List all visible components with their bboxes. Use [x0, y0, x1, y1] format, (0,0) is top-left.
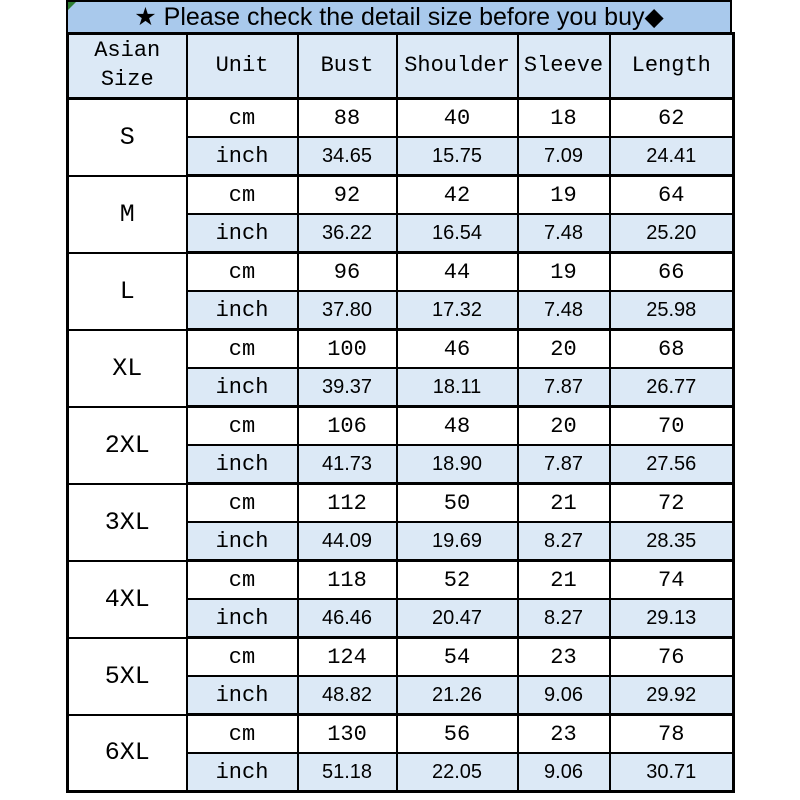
- cm-value-shoulder: 40: [397, 99, 518, 138]
- cm-value-sleeve: 23: [518, 638, 610, 677]
- inch-value-shoulder: 17.32: [397, 291, 518, 330]
- unit-label-inch: inch: [187, 368, 298, 407]
- cm-value-bust: 112: [298, 484, 397, 523]
- inch-value-bust: 44.09: [298, 522, 397, 561]
- cm-value-shoulder: 48: [397, 407, 518, 446]
- inch-value-bust: 48.82: [298, 676, 397, 715]
- size-row-cm-S: [68, 99, 734, 138]
- unit-label-cm: cm: [187, 407, 298, 446]
- unit-label-cm: cm: [187, 176, 298, 215]
- unit-label-cm: cm: [187, 484, 298, 523]
- size-label-S: S: [68, 99, 187, 176]
- size-chart: [66, 0, 732, 793]
- inch-value-shoulder: 16.54: [397, 214, 518, 253]
- inch-value-sleeve: 7.87: [518, 368, 610, 407]
- size-label-M: M: [68, 176, 187, 253]
- size-label-5XL: 5XL: [68, 638, 187, 715]
- cm-value-shoulder: 46: [397, 330, 518, 369]
- cm-value-sleeve: 18: [518, 99, 610, 138]
- inch-value-sleeve: 8.27: [518, 599, 610, 638]
- cm-value-bust: 130: [298, 715, 397, 754]
- inch-value-shoulder: 21.26: [397, 676, 518, 715]
- size-label-4XL: 4XL: [68, 561, 187, 638]
- inch-value-length: 27.56: [610, 445, 734, 484]
- cm-value-length: 78: [610, 715, 734, 754]
- inch-value-length: 30.71: [610, 753, 734, 792]
- inch-value-length: 24.41: [610, 137, 734, 176]
- size-row-cm-2XL: [68, 407, 734, 446]
- inch-value-sleeve: 7.09: [518, 137, 610, 176]
- size-label-6XL: 6XL: [68, 715, 187, 792]
- col-header-length: Length: [610, 34, 734, 99]
- cm-value-shoulder: 44: [397, 253, 518, 292]
- inch-value-shoulder: 22.05: [397, 753, 518, 792]
- inch-value-length: 29.13: [610, 599, 734, 638]
- col-header-shoulder: Shoulder: [397, 34, 518, 99]
- size-row-cm-5XL: [68, 638, 734, 677]
- cm-value-bust: 92: [298, 176, 397, 215]
- inch-value-sleeve: 7.48: [518, 291, 610, 330]
- inch-value-sleeve: 9.06: [518, 753, 610, 792]
- size-row-cm-L: [68, 253, 734, 292]
- banner-text: ★ Please check the detail size before you buy◆: [134, 3, 664, 31]
- inch-value-shoulder: 15.75: [397, 137, 518, 176]
- size-table: [66, 32, 735, 793]
- unit-label-inch: inch: [187, 599, 298, 638]
- cm-value-sleeve: 21: [518, 561, 610, 600]
- banner: [66, 0, 732, 32]
- unit-label-cm: cm: [187, 638, 298, 677]
- size-row-cm-6XL: [68, 715, 734, 754]
- unit-label-inch: inch: [187, 445, 298, 484]
- size-label-L: L: [68, 253, 187, 330]
- inch-value-length: 25.20: [610, 214, 734, 253]
- size-row-cm-3XL: [68, 484, 734, 523]
- unit-label-cm: cm: [187, 715, 298, 754]
- inch-value-length: 26.77: [610, 368, 734, 407]
- col-header-sleeve: Sleeve: [518, 34, 610, 99]
- unit-label-cm: cm: [187, 253, 298, 292]
- col-header-unit: Unit: [187, 34, 298, 99]
- size-row-cm-M: [68, 176, 734, 215]
- inch-value-bust: 51.18: [298, 753, 397, 792]
- col-header-asian-size: Asian Size: [68, 34, 187, 99]
- cm-value-shoulder: 52: [397, 561, 518, 600]
- cm-value-shoulder: 54: [397, 638, 518, 677]
- unit-label-cm: cm: [187, 561, 298, 600]
- inch-value-shoulder: 20.47: [397, 599, 518, 638]
- cm-value-length: 62: [610, 99, 734, 138]
- cm-value-bust: 124: [298, 638, 397, 677]
- inch-value-sleeve: 9.06: [518, 676, 610, 715]
- cm-value-bust: 118: [298, 561, 397, 600]
- inch-value-bust: 34.65: [298, 137, 397, 176]
- cm-value-sleeve: 20: [518, 407, 610, 446]
- unit-label-inch: inch: [187, 676, 298, 715]
- inch-value-sleeve: 7.48: [518, 214, 610, 253]
- unit-label-inch: inch: [187, 214, 298, 253]
- inch-value-bust: 46.46: [298, 599, 397, 638]
- cm-value-bust: 106: [298, 407, 397, 446]
- cm-value-length: 66: [610, 253, 734, 292]
- inch-value-sleeve: 7.87: [518, 445, 610, 484]
- unit-label-inch: inch: [187, 137, 298, 176]
- cm-value-sleeve: 21: [518, 484, 610, 523]
- unit-label-cm: cm: [187, 99, 298, 138]
- inch-value-bust: 39.37: [298, 368, 397, 407]
- cm-value-length: 72: [610, 484, 734, 523]
- unit-label-inch: inch: [187, 522, 298, 561]
- cm-value-bust: 96: [298, 253, 397, 292]
- inch-value-sleeve: 8.27: [518, 522, 610, 561]
- inch-value-length: 25.98: [610, 291, 734, 330]
- cm-value-length: 70: [610, 407, 734, 446]
- col-header-bust: Bust: [298, 34, 397, 99]
- size-table-body: [68, 99, 734, 792]
- cm-value-shoulder: 42: [397, 176, 518, 215]
- cm-value-sleeve: 23: [518, 715, 610, 754]
- unit-label-inch: inch: [187, 753, 298, 792]
- unit-label-cm: cm: [187, 330, 298, 369]
- size-label-2XL: 2XL: [68, 407, 187, 484]
- cm-value-shoulder: 56: [397, 715, 518, 754]
- cm-value-length: 74: [610, 561, 734, 600]
- cm-value-length: 68: [610, 330, 734, 369]
- size-label-XL: XL: [68, 330, 187, 407]
- inch-value-bust: 41.73: [298, 445, 397, 484]
- cm-value-bust: 88: [298, 99, 397, 138]
- size-row-cm-XL: [68, 330, 734, 369]
- cm-value-sleeve: 19: [518, 253, 610, 292]
- cm-value-bust: 100: [298, 330, 397, 369]
- inch-value-shoulder: 18.90: [397, 445, 518, 484]
- inch-value-bust: 36.22: [298, 214, 397, 253]
- cm-value-sleeve: 20: [518, 330, 610, 369]
- header-row: [68, 34, 734, 99]
- inch-value-length: 29.92: [610, 676, 734, 715]
- comment-marker-triangle-icon: [68, 2, 76, 10]
- size-label-3XL: 3XL: [68, 484, 187, 561]
- unit-label-inch: inch: [187, 291, 298, 330]
- inch-value-shoulder: 18.11: [397, 368, 518, 407]
- inch-value-length: 28.35: [610, 522, 734, 561]
- size-row-cm-4XL: [68, 561, 734, 600]
- cm-value-sleeve: 19: [518, 176, 610, 215]
- cm-value-shoulder: 50: [397, 484, 518, 523]
- cm-value-length: 76: [610, 638, 734, 677]
- inch-value-shoulder: 19.69: [397, 522, 518, 561]
- inch-value-bust: 37.80: [298, 291, 397, 330]
- cm-value-length: 64: [610, 176, 734, 215]
